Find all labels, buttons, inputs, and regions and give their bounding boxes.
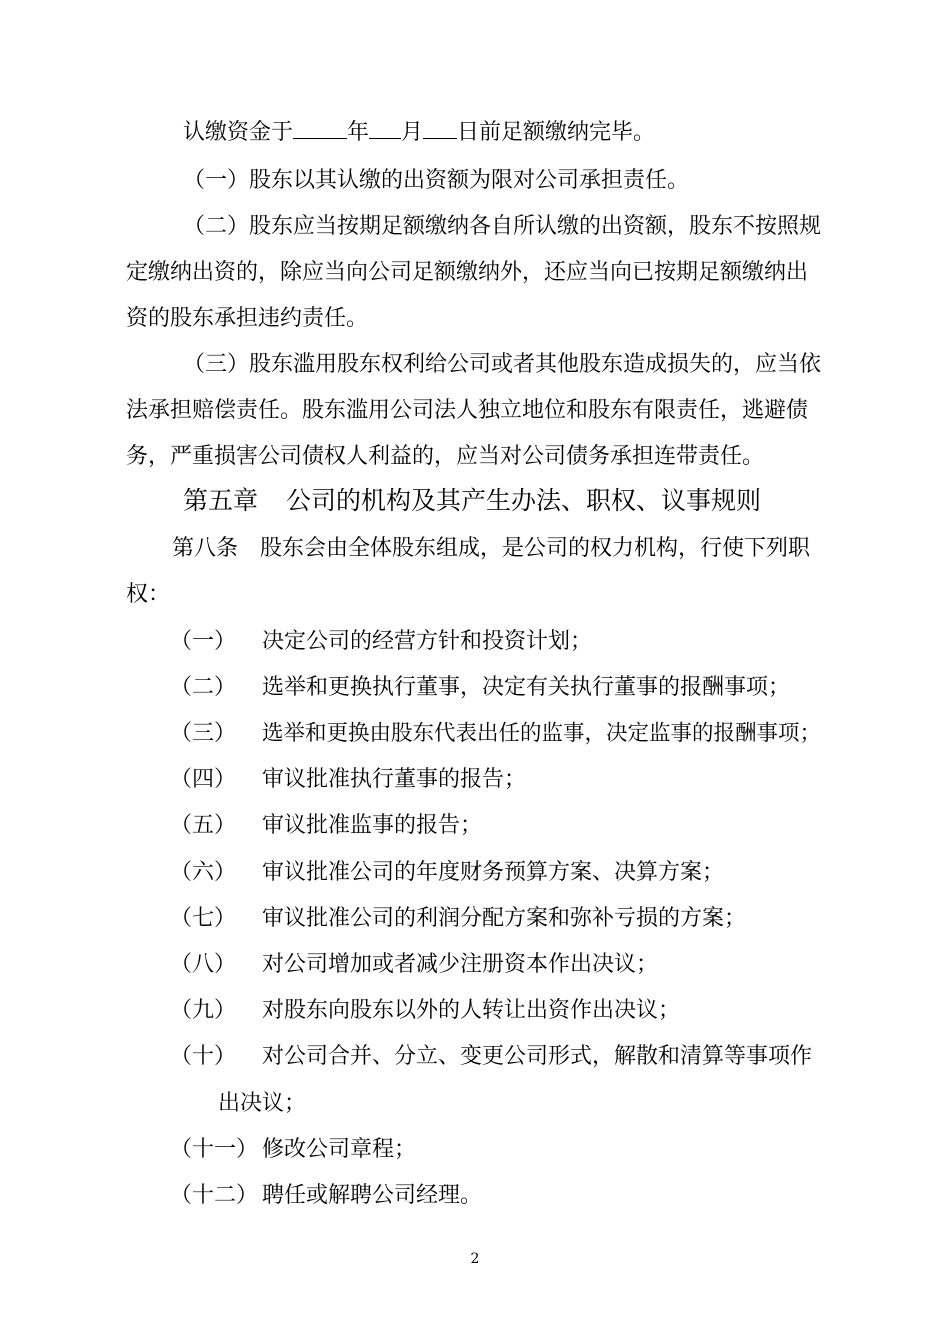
paragraph-1: （一）股东以其认缴的出资额为限对公司承担责任。 [183,168,690,193]
capital-payment-line [183,116,655,148]
paragraph-2-line-1: （二）股东应当按期足额缴纳各自所认缴的出资额，股东不按照规 [183,214,822,239]
item-3-text: 选举和更换由股东代表出任的监事，决定监事的报酬事项； [262,721,822,746]
item-7-number: （七） [170,906,237,931]
item-8-text: 对公司增加或者减少注册资本作出决议； [262,952,659,977]
item-11-text: 修改公司章程； [262,1137,417,1162]
year-blank [293,116,347,139]
item-12-number: （十二） [170,1183,259,1208]
day-blank [423,116,457,139]
chapter-title: 公司的机构及其产生办法、职权、议事规则 [286,486,762,515]
article-8-line-1 [172,534,810,564]
capital-prefix: 认缴资金于 [183,120,294,145]
article-8-line-2: 权： [126,582,171,607]
chapter-heading [183,485,761,517]
item-1-text: 决定公司的经营方针和投资计划； [262,629,593,654]
capital-suffix: 日前足额缴纳完毕。 [457,120,656,145]
article-text: 股东会由全体股东组成，是公司的权力机构，行使下列职 [260,536,811,561]
item-8-number: （八） [170,952,237,977]
item-10-continuation: 出决议； [218,1091,307,1116]
item-5-text: 审议批准监事的报告； [262,813,483,838]
item-6-text: 审议批准公司的年度财务预算方案、决算方案； [262,860,725,885]
item-6-number: （六） [170,860,237,885]
item-3-number: （三） [170,721,237,746]
year-label: 年 [347,120,370,145]
paragraph-3-line-3: 务，严重损害公司债权人利益的，应当对公司债务承担连带责任。 [126,444,765,469]
item-4-text: 审议批准执行董事的报告； [262,767,527,792]
item-2-text: 选举和更换执行董事，决定有关执行董事的报酬事项； [262,675,791,700]
month-label: 月 [401,120,424,145]
item-7-text: 审议批准公司的利润分配方案和弥补亏损的方案； [262,906,747,931]
paragraph-3-line-2: 法承担赔偿责任。股东滥用公司法人独立地位和股东有限责任，逃避债 [126,398,809,423]
item-9-number: （九） [170,998,237,1023]
article-number: 第八条 [172,536,239,561]
month-blank [369,116,401,139]
paragraph-2-line-3: 资的股东承担违约责任。 [126,306,369,331]
paragraph-2-line-2: 定缴纳出资的，除应当向公司足额缴纳外，还应当向已按期足额缴纳出 [126,260,809,285]
item-12-text: 聘任或解聘公司经理。 [262,1183,483,1208]
chapter-number: 第五章 [183,486,259,515]
item-1-number: （一） [170,629,237,654]
item-2-number: （二） [170,675,237,700]
item-4-number: （四） [170,767,237,792]
item-10-text: 对公司合并、分立、变更公司形式，解散和清算等事项作 [262,1044,813,1069]
item-10-number: （十） [170,1044,237,1069]
paragraph-3-line-1: （三）股东滥用股东权利给公司或者其他股东造成损失的，应当依 [183,352,822,377]
page-number: 2 [470,1251,480,1267]
item-5-number: （五） [170,813,237,838]
item-11-number: （十一） [170,1137,259,1162]
item-9-text: 对股东向股东以外的人转让出资作出决议； [262,998,681,1023]
